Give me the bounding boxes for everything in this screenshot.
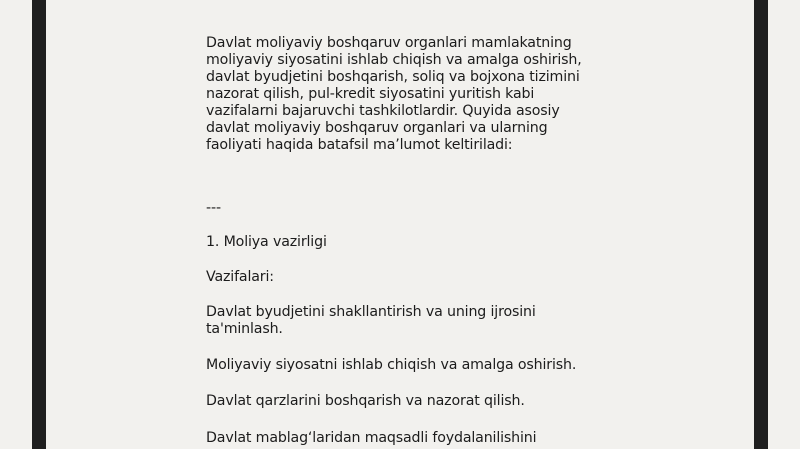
- document-body: [206, 35, 596, 446]
- task-item: Davlat byudjetini shakllantirish va uning ijrosini ta'minlash.: [206, 304, 536, 337]
- intro-paragraph: Davlat moliyaviy boshqaruv organlari mamlakatning moliyaviy siyosatini ishlab chiqish va amalga oshirish, davlat byudjetini boshqarish, soliq va bojxona tizimini nazorat qilish, pul-kredit siyosatini yuritish kabi vazifalarni bajaruvchi tashkilotlardir. Quyida asosiy davlat moliyaviy boshqaruv organlari va ularning faoliyati haqida batafsil ma’lumot keltiriladi:: [206, 35, 582, 153]
- section-title: 1. Moliya vazirligi: [206, 234, 327, 250]
- task-item: Davlat mablag‘laridan maqsadli foydalanilishini: [206, 430, 537, 446]
- tasks-label: Vazifalari:: [206, 269, 274, 285]
- separator-line: ---: [206, 200, 221, 216]
- task-item: Davlat qarzlarini boshqarish va nazorat qilish.: [206, 393, 525, 409]
- right-border-bar: [754, 0, 768, 449]
- task-item: Moliyaviy siyosatni ishlab chiqish va amalga oshirish.: [206, 357, 577, 373]
- left-border-bar: [32, 0, 46, 449]
